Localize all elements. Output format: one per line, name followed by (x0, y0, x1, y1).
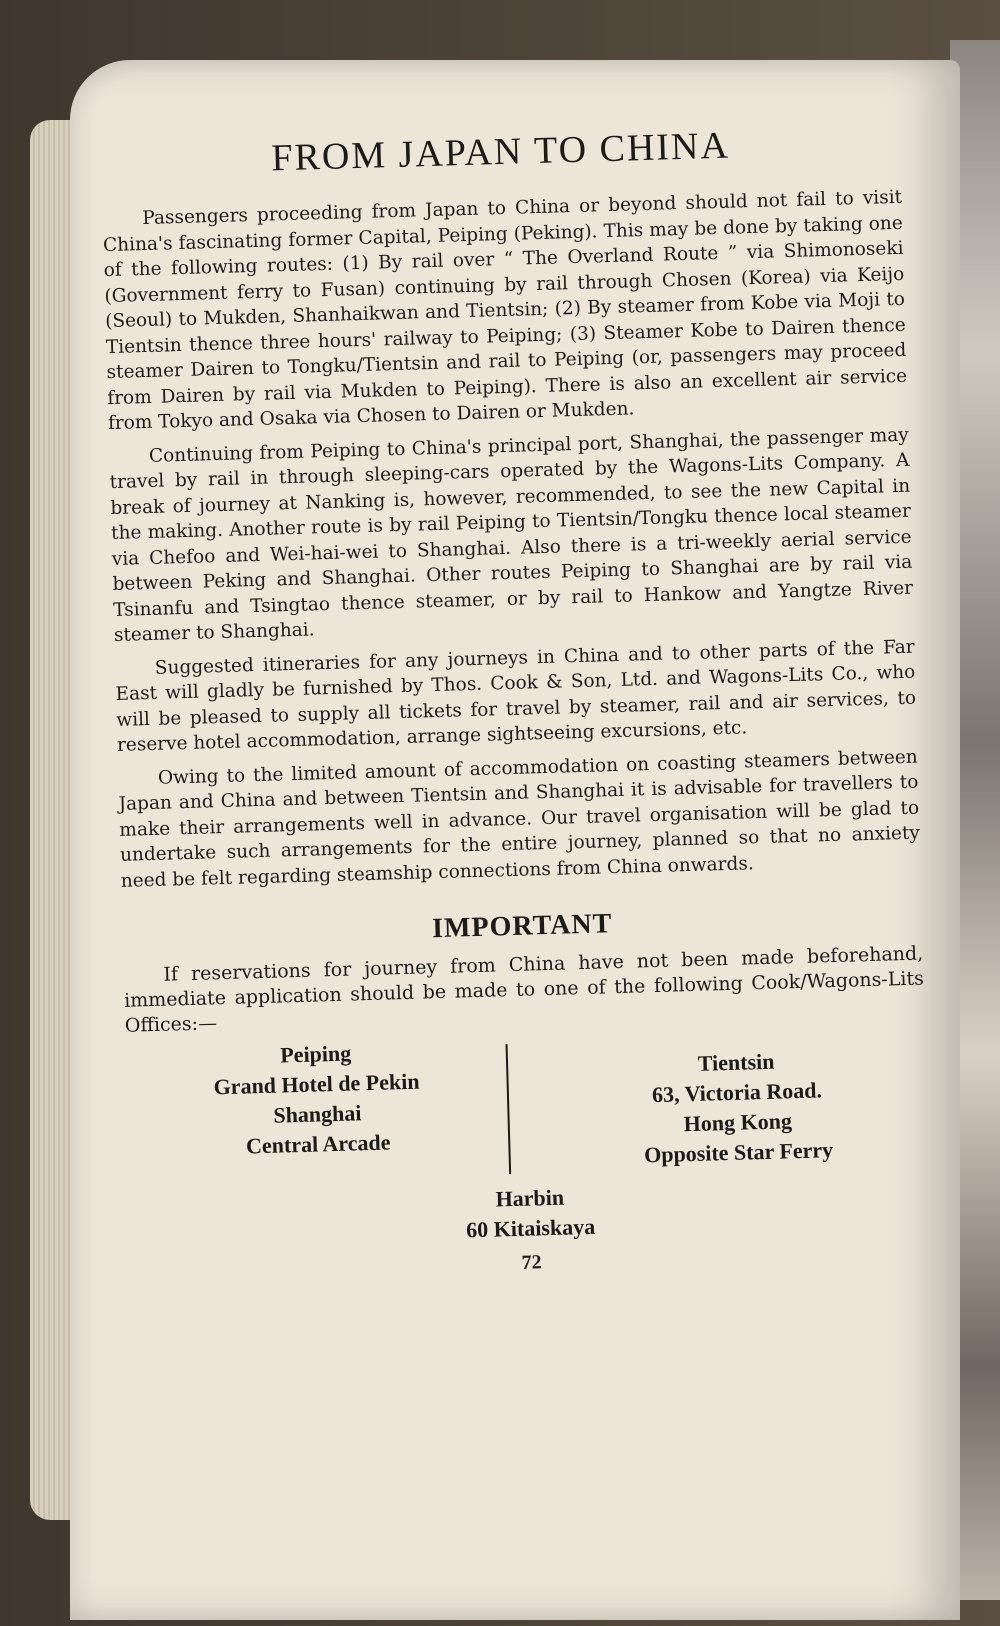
office-address-harbin: 60 Kitaiskaya (465, 1213, 596, 1243)
page-title: FROM JAPAN TO CHINA (270, 124, 731, 180)
office-city-tientsin: Tientsin (697, 1048, 775, 1076)
page-content (100, 119, 932, 1286)
paragraph-2: Continuing from Peiping to China's principal port, Shanghai, the passenger may travel by rail in through sleeping-cars operated by the Wagons-Lits Company. A break of journey at Nanking is, however, recommended, to see the new Capital in the making. Another route is by rail Peiping to Tientsin/Tongku thence local steamer via Chefoo and Wei-hai-wei to Shanghai. Also there is a tri-weekly aerial service between Peking and Shanghai. Other routes Peiping to Shanghai are by rail via Tsinanfu and Tsingtao thence steamer, or by rail to Hankow and Yangtze River steamer to Shanghai. (109, 424, 914, 646)
office-address-tientsin: 63, Victoria Road. (651, 1077, 823, 1108)
office-city-hong-kong: Hong Kong (683, 1108, 793, 1137)
office-address-shanghai: Central Arcade (245, 1129, 391, 1159)
office-address-peiping: Grand Hotel de Pekin (213, 1068, 420, 1100)
paragraph-1: Passengers proceeding from Japan to China or beyond should not fail to visit China's fascinating former Capital, Peiping (Peking). This may be done by taking one of the following routes: (1) By rail over “ The Overland Route ” via Shimonoseki (Government ferry to Fusan) continuing by rail through Chosen (Korea) via Keijo (Seoul) to Mukden, Shanhaikwan and Tientsin; (2) By steamer from Kobe via Moji to Tientsin thence three hours' railway to Peiping; (3) Steamer Kobe to Dairen thence steamer Dairen to Tongku/Tientsin and rail to Peiping (or, passengers may proceed from Dairen by rail via Mukden to Peiping). There is also an excellent air service from Tokyo and Osaka via Chosen to Dairen or Mukden. (102, 186, 908, 435)
office-list (125, 1022, 929, 1214)
office-address-hong-kong: Opposite Star Ferry (643, 1137, 834, 1168)
paragraph-4: Owing to the limited amount of accommodation on coasting steamers between Japan and China and between Tientsin and Shanghai it is advisable for travellers to make their arrangements well in advance. Our travel organisation will be glad to undertake such arrangements for the entire journey, planned so that no anxiety need be felt regarding steamship connections from China onwards. (118, 746, 921, 892)
page-number: 72 (521, 1251, 542, 1274)
office-city-shanghai: Shanghai (273, 1100, 362, 1128)
important-heading: IMPORTANT (431, 908, 613, 945)
office-city-peiping: Peiping (279, 1040, 352, 1068)
office-column-right (586, 1044, 889, 1172)
office-divider (506, 1044, 512, 1174)
paragraph-3: Suggested itineraries for any journeys in China and to other parts of the Far East will gladly be furnished by Thos. Cook & Son, Ltd. and Wagons-Lits Co., who will be pleased to supply all tickets for travel by steamer, rail and air services, to reserve hotel accommodation, arrange sightseeing excursions, etc. (115, 636, 917, 756)
office-city-harbin: Harbin (495, 1184, 565, 1212)
office-column-left (165, 1035, 468, 1163)
important-text: If reservations for journey from China have not been made beforehand, immediate application should be made to one of the following Cook/Wagons-Lits Offices:— (123, 942, 925, 1037)
